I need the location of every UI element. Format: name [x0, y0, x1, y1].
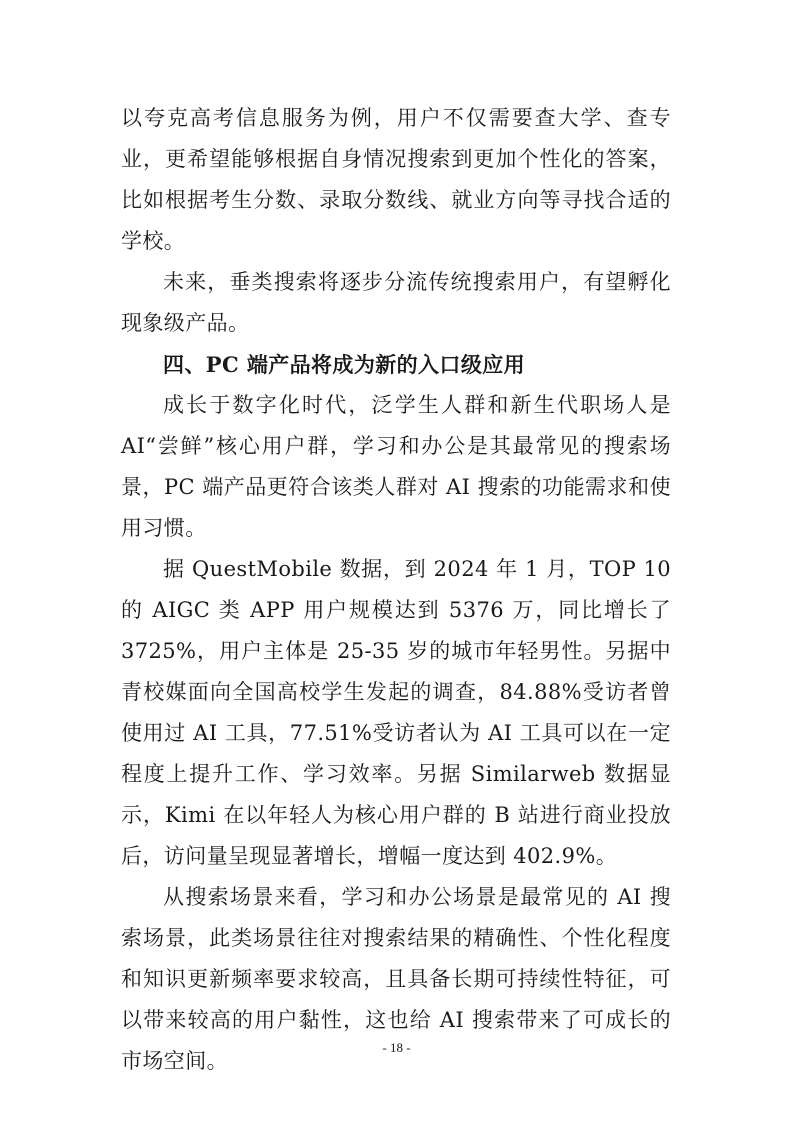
- paragraph-questmobile-data: 据 QuestMobile 数据，到 2024 年 1 月，TOP 10 的 AIGC 类 APP 用户规模达到 5376 万，同比增长了 3725%，用户主体是 25-35 岁的城市年轻男性。另据中青校媒面向全国高校学生发起的调查，84.88%受访者曾使用过 AI 工具，77.51%受访者认为 AI 工具可以在一定程度上提升工作、学习效率。另据 Similarweb 数据显示，Kimi 在以年轻人为核心用户群的 B 站进行商业投放后，访问量呈现显著增长，增幅一度达到 402.9%。: [121, 557, 671, 868]
- paragraph-vertical-search: 未来，垂类搜索将逐步分流传统搜索用户，有望孵化现象级产品。: [121, 270, 671, 335]
- paragraph-search-scenes: 从搜索场景来看，学习和办公场景是最常见的 AI 搜索场景，此类场景往往对搜索结果的精确性、个性化程度和知识更新频率要求较高，且具备长期可持续性特征，可以带来较高的用户黏性，这也给 AI 搜索带来了可成长的市场空间。: [121, 885, 671, 1073]
- page-number: - 18 -: [382, 1040, 411, 1055]
- paragraph-user-group: 成长于数字化时代，泛学生人群和新生代职场人是 AI“尝鲜”核心用户群，学习和办公是其最常见的搜索场景，PC 端产品更符合该类人群对 AI 搜索的功能需求和使用习惯。: [121, 393, 671, 540]
- paragraph-kuake-example: 以夸克高考信息服务为例，用户不仅需要查大学、查专业，更希望能够根据自身情况搜索到更加个性化的答案，比如根据考生分数、录取分数线、就业方向等寻找合适的学校。: [121, 106, 671, 253]
- body-text: [121, 98, 671, 1082]
- section-heading: 四、PC 端产品将成为新的入口级应用: [163, 352, 526, 377]
